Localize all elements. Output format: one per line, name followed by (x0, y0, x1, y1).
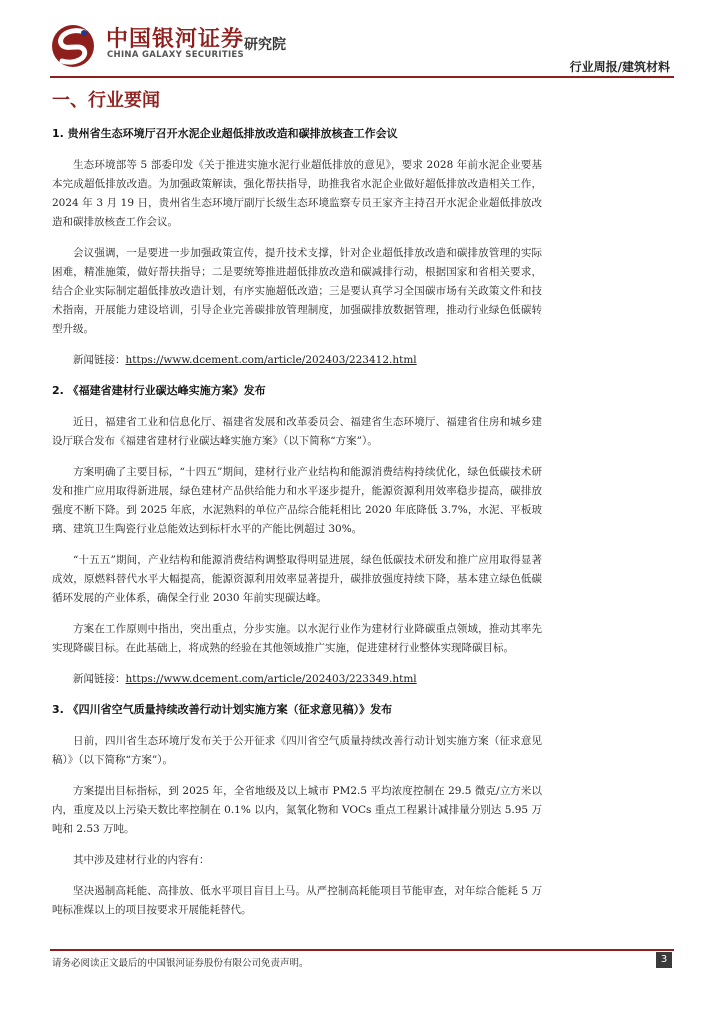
news-item-1-paragraph: 生态环境部等 5 部委印发《关于推进实施水泥行业超低排放的意见》，要求 2028 年前水泥企业要基本完成超低排放改造。为加强政策解读，强化帮扶指导，助推我省水泥企业做好超低排放改造相关工作，2024 年 3 月 19 日，贵州省生态环境厅副厅长级生态环境监察专员王家齐主持召开水泥企业超低排放改造和碳排放核查工作会议。 (52, 159, 542, 228)
footer-divider (50, 949, 674, 951)
header-divider (50, 76, 674, 78)
news-item-1-title: 1. 贵州省生态环境厅召开水泥企业超低排放改造和碳排放核查工作会议 (52, 127, 398, 140)
news-item-2-link[interactable]: https://www.dcement.com/article/202403/223349.html (125, 673, 417, 685)
news-item-2-title: 2. 《福建省建材行业碳达峰实施方案》发布 (52, 384, 266, 397)
news-item-2-link-line (52, 670, 542, 688)
report-type-label: 行业周报/建筑材料 (569, 60, 670, 74)
news-item-3-paragraph: 日前，四川省生态环境厅发布关于公开征求《四川省空气质量持续改善行动计划实施方案（征求意见稿）》（以下简称“方案”）。 (52, 735, 542, 766)
news-item-2-paragraph: “十五五”期间，产业结构和能源消费结构调整取得明显进展，绿色低碳技术研发和推广应用取得显著成效，原燃料替代水平大幅提高，能源资源利用效率显著提升，碳排放强度持续下降，基本建立绿色低碳循环发展的产业体系，确保全行业 2030 年前实现碳达峰。 (52, 554, 542, 604)
news-item-3-paragraph: 坚决遏制高耗能、高排放、低水平项目盲目上马。从严控制高耗能项目节能审查，对年综合能耗 5 万吨标准煤以上的项目按要求开展能耗替代。 (52, 885, 542, 916)
news-item-1-link[interactable]: https://www.dcement.com/article/202403/223412.html (125, 354, 417, 366)
news-item-3-paragraph: 方案提出目标指标，到 2025 年，全省地级及以上城市 PM2.5 平均浓度控制在 29.5 微克/立方米以内，重度及以上污染天数比率控制在 0.1% 以内，氮氧化物和 VOCs 重点工程累计减排量分别达 5.95 万吨和 2.53 万吨。 (52, 785, 542, 835)
page-number: 3 (656, 952, 672, 968)
main-content (52, 86, 542, 932)
news-item-2-paragraph: 方案在工作原则中指出，突出重点，分步实施。以水泥行业作为建材行业降碳重点领域，推动其率先实现降碳目标。在此基础上，将成熟的经验在其他领域推广实施，促进建材行业整体实现降碳目标。 (52, 623, 542, 654)
brand-name-cn: 中国银河证券 (106, 27, 245, 52)
news-link-label: 新闻链接： (73, 673, 126, 685)
section-title: 一、行业要闻 (52, 90, 160, 111)
news-link-label: 新闻链接： (73, 354, 126, 366)
footer-disclaimer: 请务必阅读正文最后的中国银河证券股份有限公司免责声明。 (52, 958, 309, 969)
brand-name-en: CHINA GALAXY SECURITIES (107, 50, 244, 60)
galaxy-logo-icon (50, 23, 96, 69)
news-item-2-paragraph: 近日，福建省工业和信息化厅、福建省发展和改革委员会、福建省生态环境厅、福建省住房和城乡建设厅联合发布《福建省建材行业碳达峰实施方案》（以下简称“方案”）。 (52, 416, 542, 447)
brand-research-label: 研究院 (244, 37, 286, 53)
news-item-1-link-line (52, 351, 542, 369)
news-item-3-paragraph: 其中涉及建材行业的内容有： (73, 854, 210, 866)
news-item-1-paragraph: 会议强调，一是要进一步加强政策宣传，提升技术支撑，针对企业超低排放改造和碳排放管理的实际困难，精准施策，做好帮扶指导；二是要统筹推进超低排放改造和碳减排行动，根据国家和省相关要求，结合企业实际制定超低排放改造计划，有序实施超低改造；三是要认真学习全国碳市场有关政策文件和技术指南，开展能力建设培训，引导企业完善碳排放管理制度，加强碳排放数据管理，推动行业绿色低碳转型升级。 (52, 247, 542, 335)
news-item-3-title: 3. 《四川省空气质量持续改善行动计划实施方案（征求意见稿）》发布 (52, 703, 393, 716)
news-item-2-paragraph: 方案明确了主要目标，“十四五”期间，建材行业产业结构和能源消费结构持续优化，绿色低碳技术研发和推广应用取得新进展，绿色建材产品供给能力和水平逐步提升，能源资源利用效率稳步提高，碳排放强度不断下降。到 2025 年底，水泥熟料的单位产品综合能耗相比 2020 年底降低 3.7%，水泥、平板玻璃、建筑卫生陶瓷行业总能效达到标杆水平的产能比例超过 30%。 (52, 466, 542, 535)
